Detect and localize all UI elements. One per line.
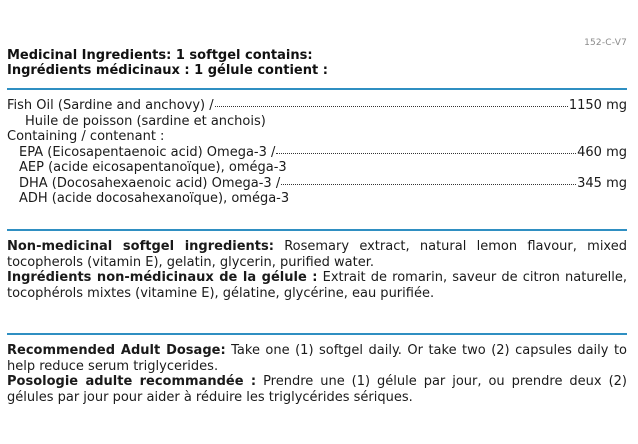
non-medicinal-fr: [7, 270, 627, 301]
non-medicinal-fr-label: Ingrédients non-médicinaux de la gélule :: [7, 270, 318, 285]
heading-en: Medicinal Ingredients: 1 softgel contains:: [7, 48, 313, 63]
ingredient-name-fr: AEP (acide eicosapentanoïque), oméga-3: [19, 160, 287, 175]
non-medicinal-en-label: Non-medicinal softgel ingredients:: [7, 239, 274, 254]
non-medicinal-en: [7, 239, 627, 270]
dosage-fr-text: Prendre une (1) gélule par jour, ou prendre deux (2) gélules par jour pour aider à réduire les triglycérides sériques.: [7, 374, 627, 405]
product-code: 152-C-V7: [584, 38, 627, 48]
ingredient-name: DHA (Docosahexaenoic acid) Omega-3 /: [19, 175, 281, 191]
ingredients-list: [7, 98, 627, 207]
heading-fr: Ingrédients médicinaux : 1 gélule contient :: [7, 63, 328, 78]
ingredient-amount: 1150 mg: [568, 98, 627, 113]
ingredient-row-epa: [7, 145, 627, 161]
containing-label: Containing / contenant :: [7, 129, 165, 144]
medicinal-ingredients-heading: [7, 48, 328, 78]
ingredient-amount: 345 mg: [577, 175, 627, 191]
dot-leader: [281, 184, 576, 185]
ingredient-amount: 460 mg: [577, 144, 627, 160]
dot-leader: [215, 106, 568, 107]
ingredient-row-fish-oil: [7, 98, 627, 114]
dosage-fr-label: Posologie adulte recommandée :: [7, 374, 257, 389]
non-medicinal-ingredients: [7, 239, 627, 301]
divider-rule: [7, 229, 627, 231]
non-medicinal-en-text: Rosemary extract, natural lemon flavour, mixed tocopherols (vitamin E), gelatin, glycerin, purified water.: [7, 239, 627, 270]
ingredient-row-dha: [7, 176, 627, 192]
dosage-en: [7, 343, 627, 374]
supplement-label: [7, 0, 627, 444]
ingredient-name: Fish Oil (Sardine and anchovy) /: [7, 98, 214, 113]
dosage-fr: [7, 374, 627, 405]
divider-rule: [7, 333, 627, 335]
ingredient-name: EPA (Eicosapentaenoic acid) Omega-3 /: [19, 144, 276, 160]
recommended-dosage: [7, 343, 627, 405]
ingredient-name-fr: Huile de poisson (sardine et anchois): [25, 113, 266, 129]
divider-rule: [7, 88, 627, 90]
dosage-en-label: Recommended Adult Dosage:: [7, 343, 226, 358]
ingredient-name-fr: ADH (acide docosahexanoïque), oméga-3: [19, 191, 290, 206]
non-medicinal-fr-text: Extrait de romarin, saveur de citron naturelle, tocophérols mixtes (vitamine E), gélatine, glycérine, eau purifiée.: [7, 270, 627, 301]
dot-leader: [276, 153, 576, 154]
dosage-en-text: Take one (1) softgel daily. Or take two (2) capsules daily to help reduce serum triglycerides.: [7, 343, 627, 374]
